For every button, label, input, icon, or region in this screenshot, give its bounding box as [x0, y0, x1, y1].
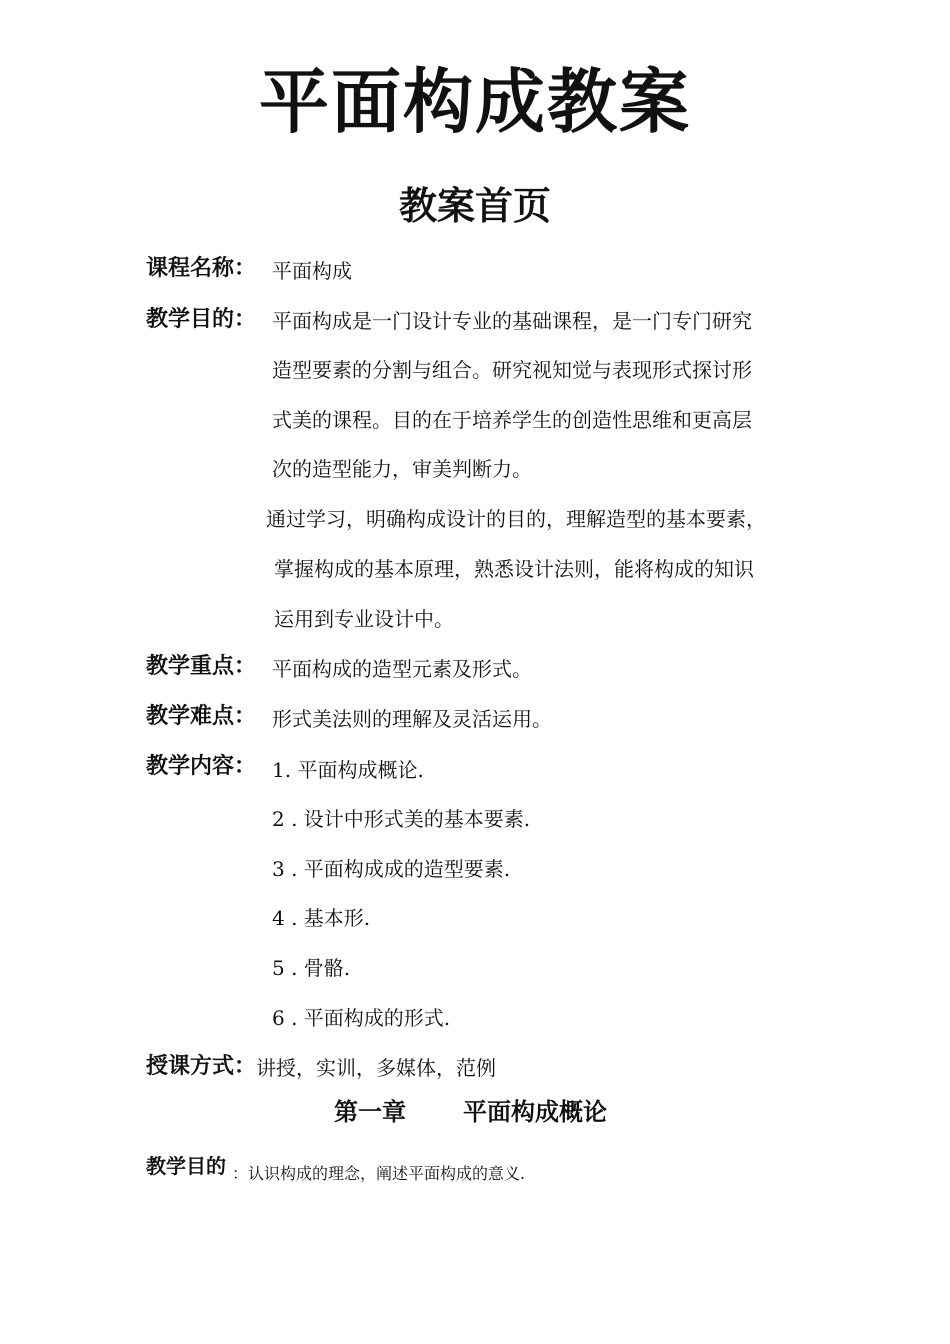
- objective-line: 次的造型能力，审美判断力。: [272, 457, 532, 481]
- content-label: 教学内容：: [146, 754, 257, 779]
- content-item: 4 . 基本形.: [272, 906, 371, 930]
- content-item: 3 . 平面构成成的造型要素.: [272, 857, 511, 881]
- difficulty-label: 教学难点：: [146, 704, 257, 729]
- document-title: 平面构成教案: [259, 61, 691, 143]
- course-name-value: 平面构成: [272, 259, 352, 283]
- chapter-name: 平面构成概论: [463, 1098, 607, 1126]
- objective-line: 造型要素的分割与组合。研究视知觉与表现形式探讨形: [272, 358, 752, 382]
- objective-label: 教学目的：: [146, 307, 257, 332]
- content-item: 1. 平面构成概论.: [272, 758, 424, 782]
- difficulty-value: 形式美法则的理解及灵活运用。: [272, 707, 552, 731]
- method-label: 授课方式：: [146, 1054, 257, 1079]
- objective-line: 运用到专业设计中。: [274, 607, 454, 631]
- objective-line: 掌握构成的基本原理，熟悉设计法则，能将构成的知识: [274, 557, 754, 581]
- chapter-objective-label: 教学目的: [146, 1154, 226, 1178]
- method-value: 讲授，实训，多媒体，范例: [256, 1056, 496, 1080]
- content-item: 5 . 骨骼.: [272, 956, 351, 980]
- content-item: 6 . 平面构成的形式.: [272, 1006, 451, 1030]
- chapter-number: 第一章: [334, 1098, 406, 1126]
- course-name-label: 课程名称：: [146, 256, 257, 281]
- objective-line: 平面构成是一门设计专业的基础课程，是一门专门研究: [272, 309, 752, 333]
- document-subtitle: 教案首页: [398, 184, 551, 228]
- content-item: 2 . 设计中形式美的基本要素.: [272, 807, 531, 831]
- focus-label: 教学重点：: [146, 654, 257, 679]
- objective-line: 通过学习，明确构成设计的目的，理解造型的基本要素，: [266, 507, 766, 531]
- chapter-objective-value: ：认识构成的理念，阐述平面构成的意义.: [232, 1164, 526, 1183]
- objective-line: 式美的课程。目的在于培养学生的创造性思维和更高层: [272, 408, 752, 432]
- focus-value: 平面构成的造型元素及形式。: [272, 657, 532, 681]
